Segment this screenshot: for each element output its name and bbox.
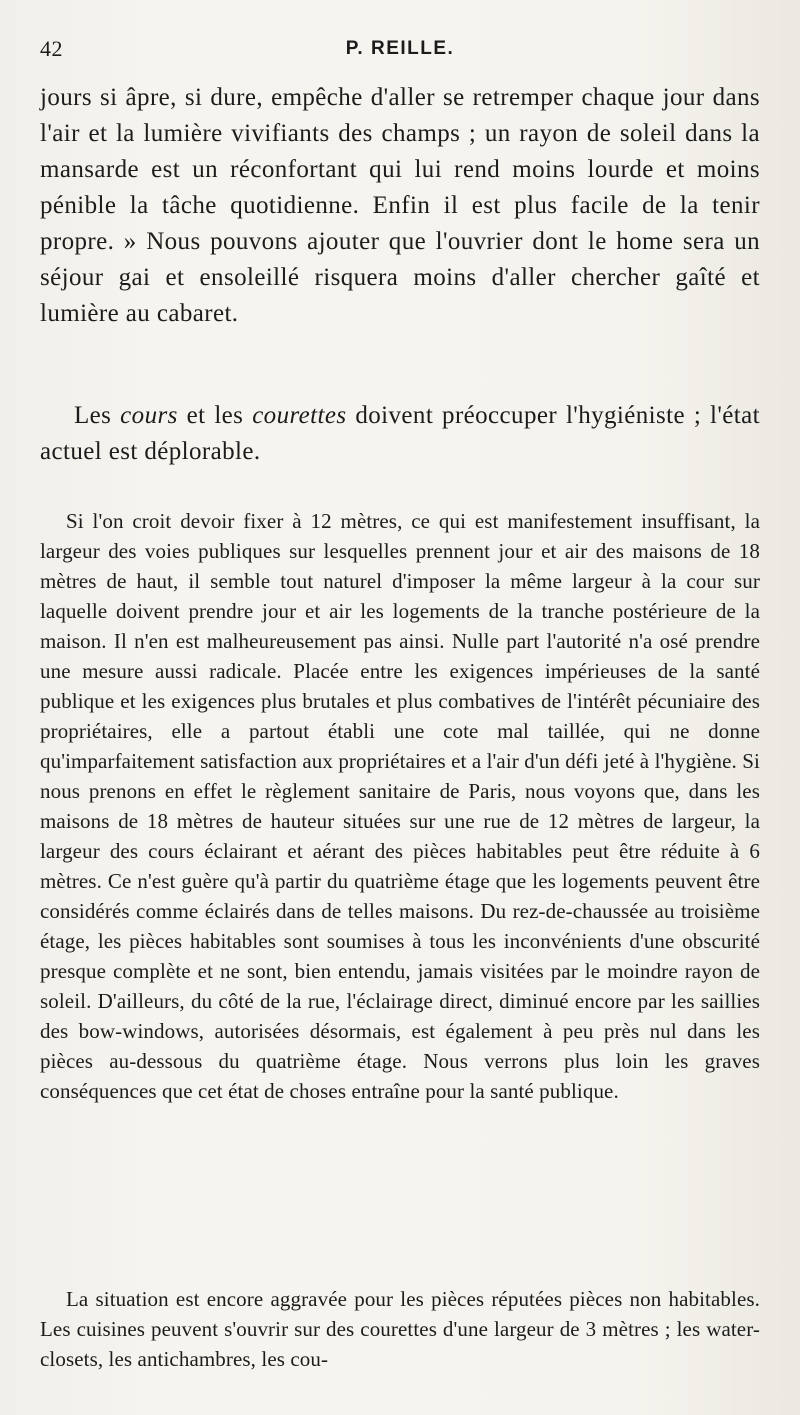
- page-number: 42: [40, 36, 63, 61]
- paragraph-non-habitable-rooms: La situation est encore aggravée pour les pièces réputées pièces non habitables. Les cuisines peuvent s'ouvrir sur des courettes d'une largeur de 3 mètres ; les water-closets, les antichambres, les cou-: [40, 1287, 760, 1371]
- running-head: P. REILLE.: [345, 38, 455, 59]
- page-header: [40, 36, 760, 72]
- italic-term-cours: cours: [120, 402, 178, 429]
- text-run: et les: [177, 402, 253, 429]
- paragraph-cours-courettes: [40, 398, 760, 470]
- paragraph-continuation: jours si âpre, si dure, empêche d'aller se retremper chaque jour dans l'air et la lumière vivifiants des champs ; un rayon de soleil dans la mansarde est un réconfortant qui lui rend moins lourde et moins pénible la tâche quotidienne. Enfin il est plus facile de la tenir propre. » Nous pouvons ajouter que l'ouvrier dont le home sera un séjour gai et ensoleillé risquera moins d'aller chercher gaîté et lumière au cabaret.: [40, 84, 760, 327]
- paragraph-courtyard-width: Si l'on croit devoir fixer à 12 mètres, ce qui est manifestement insuffisant, la largeur des voies publiques sur lesquelles prennent jour et air des maisons de 18 mètres de haut, il semble tout naturel d'imposer la même largeur à la cour sur laquelle doivent prendre jour et air les logements de la tranche postérieure de la maison. Il n'en est malheureusement pas ainsi. Nulle part l'autorité n'a osé prendre une mesure aussi radicale. Placée entre les exigences impérieuses de la santé publique et les exigences plus brutales et plus combatives de l'intérêt pécuniaire des propriétaires, elle a partout établi une cote mal taillée, qui ne donne qu'imparfaitement satisfaction aux propriétaires et a l'air d'un défi jeté à l'hygiène. Si nous prenons en effet le règlement sanitaire de Paris, nous voyons que, dans les maisons de 18 mètres de hauteur situées sur une rue de 12 mètres de largeur, la largeur des cours éclairant et aérant des pièces habitables peut être réduite à 6 mètres. Ce n'est guère qu'à partir du quatrième étage que les logements peuvent être considérés comme éclairés dans de telles maisons. Du rez-de-chaussée au troisième étage, les pièces habitables sont soumises à tous les inconvénients d'une obscurité presque complète et ne sont, bien entendu, jamais visitées par le moindre rayon de soleil. D'ailleurs, du côté de la rue, l'éclairage direct, diminué encore par les saillies des bow-windows, autorisées désormais, est également à peu près nul dans les pièces au-dessous du quatrième étage. Nous verrons plus loin les graves conséquences que cet état de choses entraîne pour la santé publique.: [40, 509, 760, 1103]
- italic-term-courettes: courettes: [252, 402, 347, 429]
- text-run: doivent préoccuper l'hygiéniste ; l'état actuel est déplorable.: [40, 402, 760, 465]
- text-run: Les: [74, 402, 121, 429]
